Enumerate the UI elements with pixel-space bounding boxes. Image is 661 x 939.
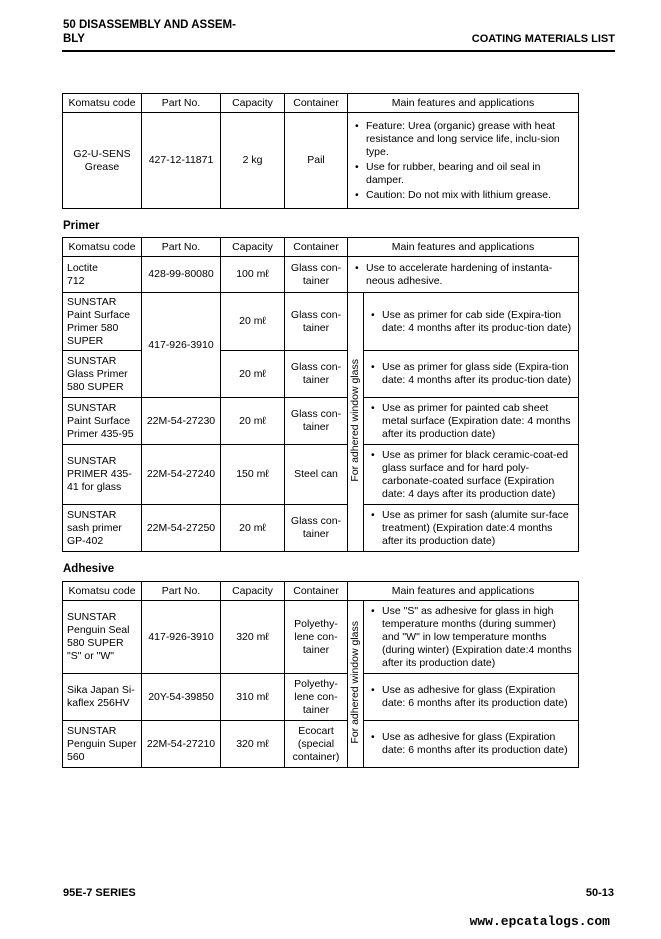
features-cell (364, 721, 579, 768)
col-features: Main features and applications (348, 238, 579, 257)
container-cell: Ecocart (special container) (285, 721, 348, 768)
container-cell: Steel can (285, 445, 348, 505)
vertical-label-cell (348, 293, 364, 552)
part-cell: 427-12-11871 (142, 113, 221, 209)
container-cell: Glass con-tainer (285, 257, 348, 293)
website-watermark: www.epcatalogs.com (469, 914, 610, 929)
col-features: Main features and applications (348, 582, 579, 601)
capacity-cell: 100 mℓ (221, 257, 285, 293)
col-container: Container (285, 94, 348, 113)
feature-item: • Use as primer for black ceramic-coat-ed glass surface and for hard poly-carbonate-coated surface (Expiration date: 4 days after its production date) (382, 449, 574, 501)
capacity-cell: 20 mℓ (221, 351, 285, 398)
col-komatsu-code: Komatsu code (63, 582, 142, 601)
features-cell (364, 351, 579, 398)
features-cell (348, 257, 579, 293)
capacity-cell: 20 mℓ (221, 505, 285, 552)
page-section-title: COATING MATERIALS LIST (471, 33, 615, 45)
part-cell: 22M-54-27230 (142, 398, 221, 445)
code-cell: SUNSTAR Paint Surface Primer 435-95 (63, 398, 142, 445)
code-cell: SUNSTAR Penguin Super 560 (63, 721, 142, 768)
col-container: Container (285, 582, 348, 601)
feature-item: • Use as primer for glass side (Expira-tion date: 4 months after its produc-tion date) (382, 361, 574, 387)
part-cell: 417-926-3910 (142, 601, 221, 674)
vertical-label: For adhered window glass (349, 620, 361, 744)
feature-item: • Use as primer for cab side (Expira-tion date: 4 months after its produc-tion date) (382, 309, 574, 335)
vertical-label-cell (348, 601, 364, 768)
adhesive-table (62, 581, 579, 768)
code-cell: SUNSTAR Paint Surface Primer 580 SUPER (63, 293, 142, 351)
col-komatsu-code: Komatsu code (63, 94, 142, 113)
container-cell: Glass con-tainer (285, 398, 348, 445)
table-row (63, 721, 579, 768)
series-label: 95E-7 SERIES (63, 887, 136, 899)
feature-item: • Use as adhesive for glass (Expiration date: 6 months after its production date) (382, 684, 574, 710)
container-cell: Pail (285, 113, 348, 209)
feature-item: • Use as primer for painted cab sheet metal surface (Expiration date: 4 months after its production date) (382, 402, 574, 441)
part-cell: 22M-54-27210 (142, 721, 221, 768)
section-title-adhesive: Adhesive (63, 563, 115, 575)
part-cell: 417-926-3910 (142, 293, 221, 398)
table-row (63, 674, 579, 721)
table-row (63, 351, 579, 398)
primer-table (62, 237, 579, 552)
container-cell: Polyethy-lene con-tainer (285, 674, 348, 721)
col-part-no: Part No. (142, 582, 221, 601)
table-row (63, 445, 579, 505)
capacity-cell: 20 mℓ (221, 293, 285, 351)
part-cell: 22M-54-27240 (142, 445, 221, 505)
table-row (63, 505, 579, 552)
page-number: 50-13 (585, 887, 614, 899)
container-cell: Polyethy-lene con-tainer (285, 601, 348, 674)
col-capacity: Capacity (221, 94, 285, 113)
container-cell: Glass con-tainer (285, 293, 348, 351)
code-cell: SUNSTAR Glass Primer 580 SUPER (63, 351, 142, 398)
table-header-row (63, 94, 579, 113)
features-cell (364, 674, 579, 721)
capacity-cell: 2 kg (221, 113, 285, 209)
col-container: Container (285, 238, 348, 257)
table-row (63, 398, 579, 445)
feature-item: • Feature: Urea (organic) grease with heat resistance and long service life, inclu-sion type. (366, 120, 574, 159)
code-cell: SUNSTAR PRIMER 435-41 for glass (63, 445, 142, 505)
feature-item: • Use as primer for sash (alumite sur-face treatment) (Expiration date:4 months after its production date) (382, 509, 574, 548)
capacity-cell: 310 mℓ (221, 674, 285, 721)
table-header-row (63, 582, 579, 601)
code-cell: SUNSTAR sash primer GP-402 (63, 505, 142, 552)
code-cell: G2-U-SENS Grease (63, 113, 142, 209)
feature-item: • Use for rubber, bearing and oil seal in damper. (366, 161, 574, 187)
table-row (63, 293, 579, 351)
part-cell: 22M-54-27250 (142, 505, 221, 552)
features-cell (364, 293, 579, 351)
vertical-label: For adhered window glass (349, 358, 361, 482)
features-cell (364, 505, 579, 552)
features-cell (348, 113, 579, 209)
col-features: Main features and applications (348, 94, 579, 113)
col-capacity: Capacity (221, 238, 285, 257)
col-part-no: Part No. (142, 94, 221, 113)
table-row (63, 113, 579, 209)
table-header-row (63, 238, 579, 257)
code-cell: Sika Japan Si-kaflex 256HV (63, 674, 142, 721)
code-cell: Loctite 712 (63, 257, 142, 293)
features-cell (364, 398, 579, 445)
feature-item: • Use as adhesive for glass (Expiration date: 6 months after its production date) (382, 731, 574, 757)
features-cell (364, 445, 579, 505)
capacity-cell: 320 mℓ (221, 601, 285, 674)
feature-item: • Caution: Do not mix with lithium grease. (366, 189, 574, 202)
capacity-cell: 20 mℓ (221, 398, 285, 445)
col-komatsu-code: Komatsu code (63, 238, 142, 257)
code-cell: SUNSTAR Penguin Seal 580 SUPER "S" or "W" (63, 601, 142, 674)
part-cell: 428-99-80080 (142, 257, 221, 293)
table-row (63, 601, 579, 674)
capacity-cell: 320 mℓ (221, 721, 285, 768)
col-part-no: Part No. (142, 238, 221, 257)
header-rule (62, 50, 615, 52)
grease-table (62, 93, 579, 209)
chapter-title: 50 DISASSEMBLY AND ASSEM- BLY (63, 19, 236, 45)
container-cell: Glass con-tainer (285, 351, 348, 398)
container-cell: Glass con-tainer (285, 505, 348, 552)
features-cell (364, 601, 579, 674)
part-cell: 20Y-54-39850 (142, 674, 221, 721)
table-row (63, 257, 579, 293)
feature-item: • Use "S" as adhesive for glass in high temperature months (during summer) and "W" in low temperature months (during winter) (Expiration date:4 months after its production date) (382, 605, 574, 670)
col-capacity: Capacity (221, 582, 285, 601)
feature-item: • Use to accelerate hardening of instanta-neous adhesive. (366, 262, 574, 288)
capacity-cell: 150 mℓ (221, 445, 285, 505)
section-title-primer: Primer (63, 220, 100, 232)
